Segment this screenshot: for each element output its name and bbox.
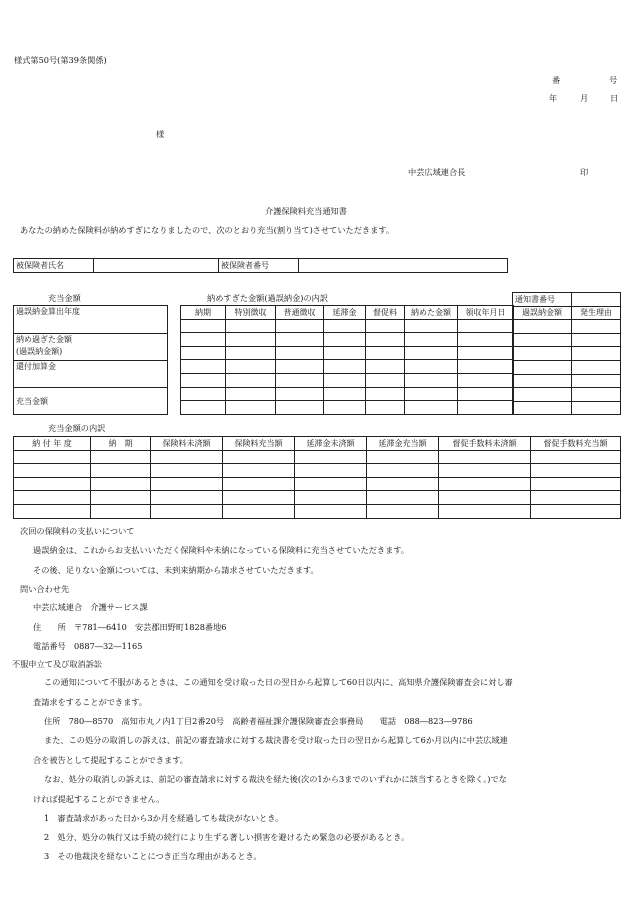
appeal-p2-line-1: また、この処分の取消しの訴えは、前記の審査請求に対する裁決書を受け取った日の翌日から起算して6か月以内に中芸広域連 [44,735,508,745]
issuer-name: 中芸広域連合長 [408,167,466,177]
appeal-p1-line-1: この通知について不服があるときは、この通知を受け取った日の翌日から起算して60日以内に、高知県介護保険審査会に対し審 [44,677,513,687]
appeal-p3-line-1: なお、処分の取消しの訴えは、前記の審査請求に対する裁決を経た後(次の1から3までのいずれかに該当するときを除く。)でな [44,774,507,784]
header-fiscal-year: 納 付 年 度 [14,437,91,451]
table-row [513,374,621,388]
overpaid-amount-label: 納め過ぎた金額 [16,335,72,344]
notice-number-label: 通知書番号 [513,293,572,307]
table-row [14,504,621,518]
insured-number-field [299,259,508,273]
insured-number-label: 被保険者番号 [219,259,299,273]
number-suffix: 号 [609,75,618,85]
overpaid-breakdown-table [180,305,514,415]
table-row [14,477,621,491]
table-row [181,387,514,401]
header-tokusoku: 督促料 [366,306,405,320]
table-row [181,346,514,360]
next-payment-line-2: その後、足りない金額については、未到来納期から請求させていただきます。 [33,565,319,575]
seal-mark: 印 [580,167,589,177]
table-row [513,360,621,374]
appeal-p3-line-2: ければ提起することができません。 [33,794,165,804]
appeal-item-1: 1 審査請求があった日から3か月を経過しても裁決がないとき。 [44,813,284,823]
table-row [513,401,621,415]
header-entai-juto: 延滞金充当額 [367,437,439,451]
header-overpaid-amount: 過誤納金額 [513,306,572,320]
table-row [513,347,621,361]
header-noki: 納期 [181,306,226,320]
header-receipt-date: 領収年月日 [458,306,514,320]
header-futsu: 普通徴収 [276,306,324,320]
header-entai-unpaid: 延滞金未済額 [295,437,367,451]
header-reason: 発生理由 [572,306,621,320]
header-fee-juto: 督促手数料充当額 [531,437,621,451]
insured-table [13,258,508,273]
table-row [181,373,514,387]
calc-year-cell: 過誤納金算出年度 [14,306,168,334]
appeal-heading: 不服申立て及び取消訴訟 [12,659,103,669]
next-payment-line-1: 過誤納金は、これからお支払いいただく保険料や未納になっている保険料に充当させていただきます。 [33,545,409,555]
contact-org: 中芸広域連合 介護サービス課 [33,602,148,612]
next-payment-heading: 次回の保険料の支払いについて [20,526,135,536]
table-row [181,319,514,333]
number-label: 番 [552,75,561,85]
overpaid-amount-cell [14,334,168,361]
overpaid-breakdown-label: 納めすぎた金額(過誤納金)の内訳 [207,293,329,303]
juto-amount-label: 充当金額 [48,293,81,303]
header-tokubetsu: 特別徴収 [226,306,276,320]
table-row [14,450,621,464]
appeal-item-3: 3 その他裁決を経ないことにつき正当な理由があるとき。 [44,851,262,861]
table-row [513,388,621,402]
header-noki: 納 期 [91,437,151,451]
table-row [14,464,621,478]
table-row [181,401,514,415]
recipient-honorific: 様 [156,129,165,139]
insured-name-label: 被保険者氏名 [14,259,94,273]
intro-text: あなたの納めた保険料が納めすぎになりましたので、次のとおり充当(割り当て)させていただきます。 [20,225,395,235]
table-row [181,333,514,347]
table-row [513,333,621,347]
appeal-p2-line-2: 合を被告として提起することができます。 [33,755,188,765]
header-paid-amount: 納めた金額 [405,306,458,320]
document-title: 介護保険料充当通知書 [265,206,347,216]
appeal-item-2: 2 処分、処分の執行又は手続の続行により生ずる著しい損害を避けるため緊急の必要があるとき。 [44,832,410,842]
notice-number-field [572,293,621,307]
year-label: 年 [549,93,558,103]
contact-phone: 電話番号 0887―32―1165 [33,641,143,651]
contact-address: 住 所 〒781―6410 安芸郡田野町1828番地6 [33,622,227,632]
insured-name-field [94,259,219,273]
appeal-p1-line-2: 査請求をすることができます。 [33,697,147,707]
table-row [513,320,621,334]
notice-number-table [512,292,621,415]
refund-addition-cell: 還付加算金 [14,361,168,388]
table-row [181,360,514,374]
juto-breakdown-table [13,436,621,519]
form-number: 様式第50号(第39条関係) [14,55,107,65]
table-row [14,491,621,505]
juto-summary-table [13,305,168,415]
header-fee-unpaid: 督促手数料未済額 [439,437,531,451]
header-entai: 延滞金 [324,306,366,320]
overpaid-amount-sublabel: (過誤納金額) [16,347,63,356]
day-label: 日 [610,93,619,103]
juto-breakdown-label: 充当金額の内訳 [48,423,106,433]
juto-amount-cell: 充当金額 [14,388,168,415]
header-premium-unpaid: 保険料未済額 [151,437,223,451]
contact-heading: 問い合わせ先 [20,584,70,594]
month-label: 月 [580,93,589,103]
header-premium-juto: 保険料充当額 [223,437,295,451]
appeal-office-address: 住所 780―8570 高知市丸ノ内1丁目2番20号 高齢者福祉課介護保険審査会事務局 電話 088―823―9786 [44,716,473,726]
